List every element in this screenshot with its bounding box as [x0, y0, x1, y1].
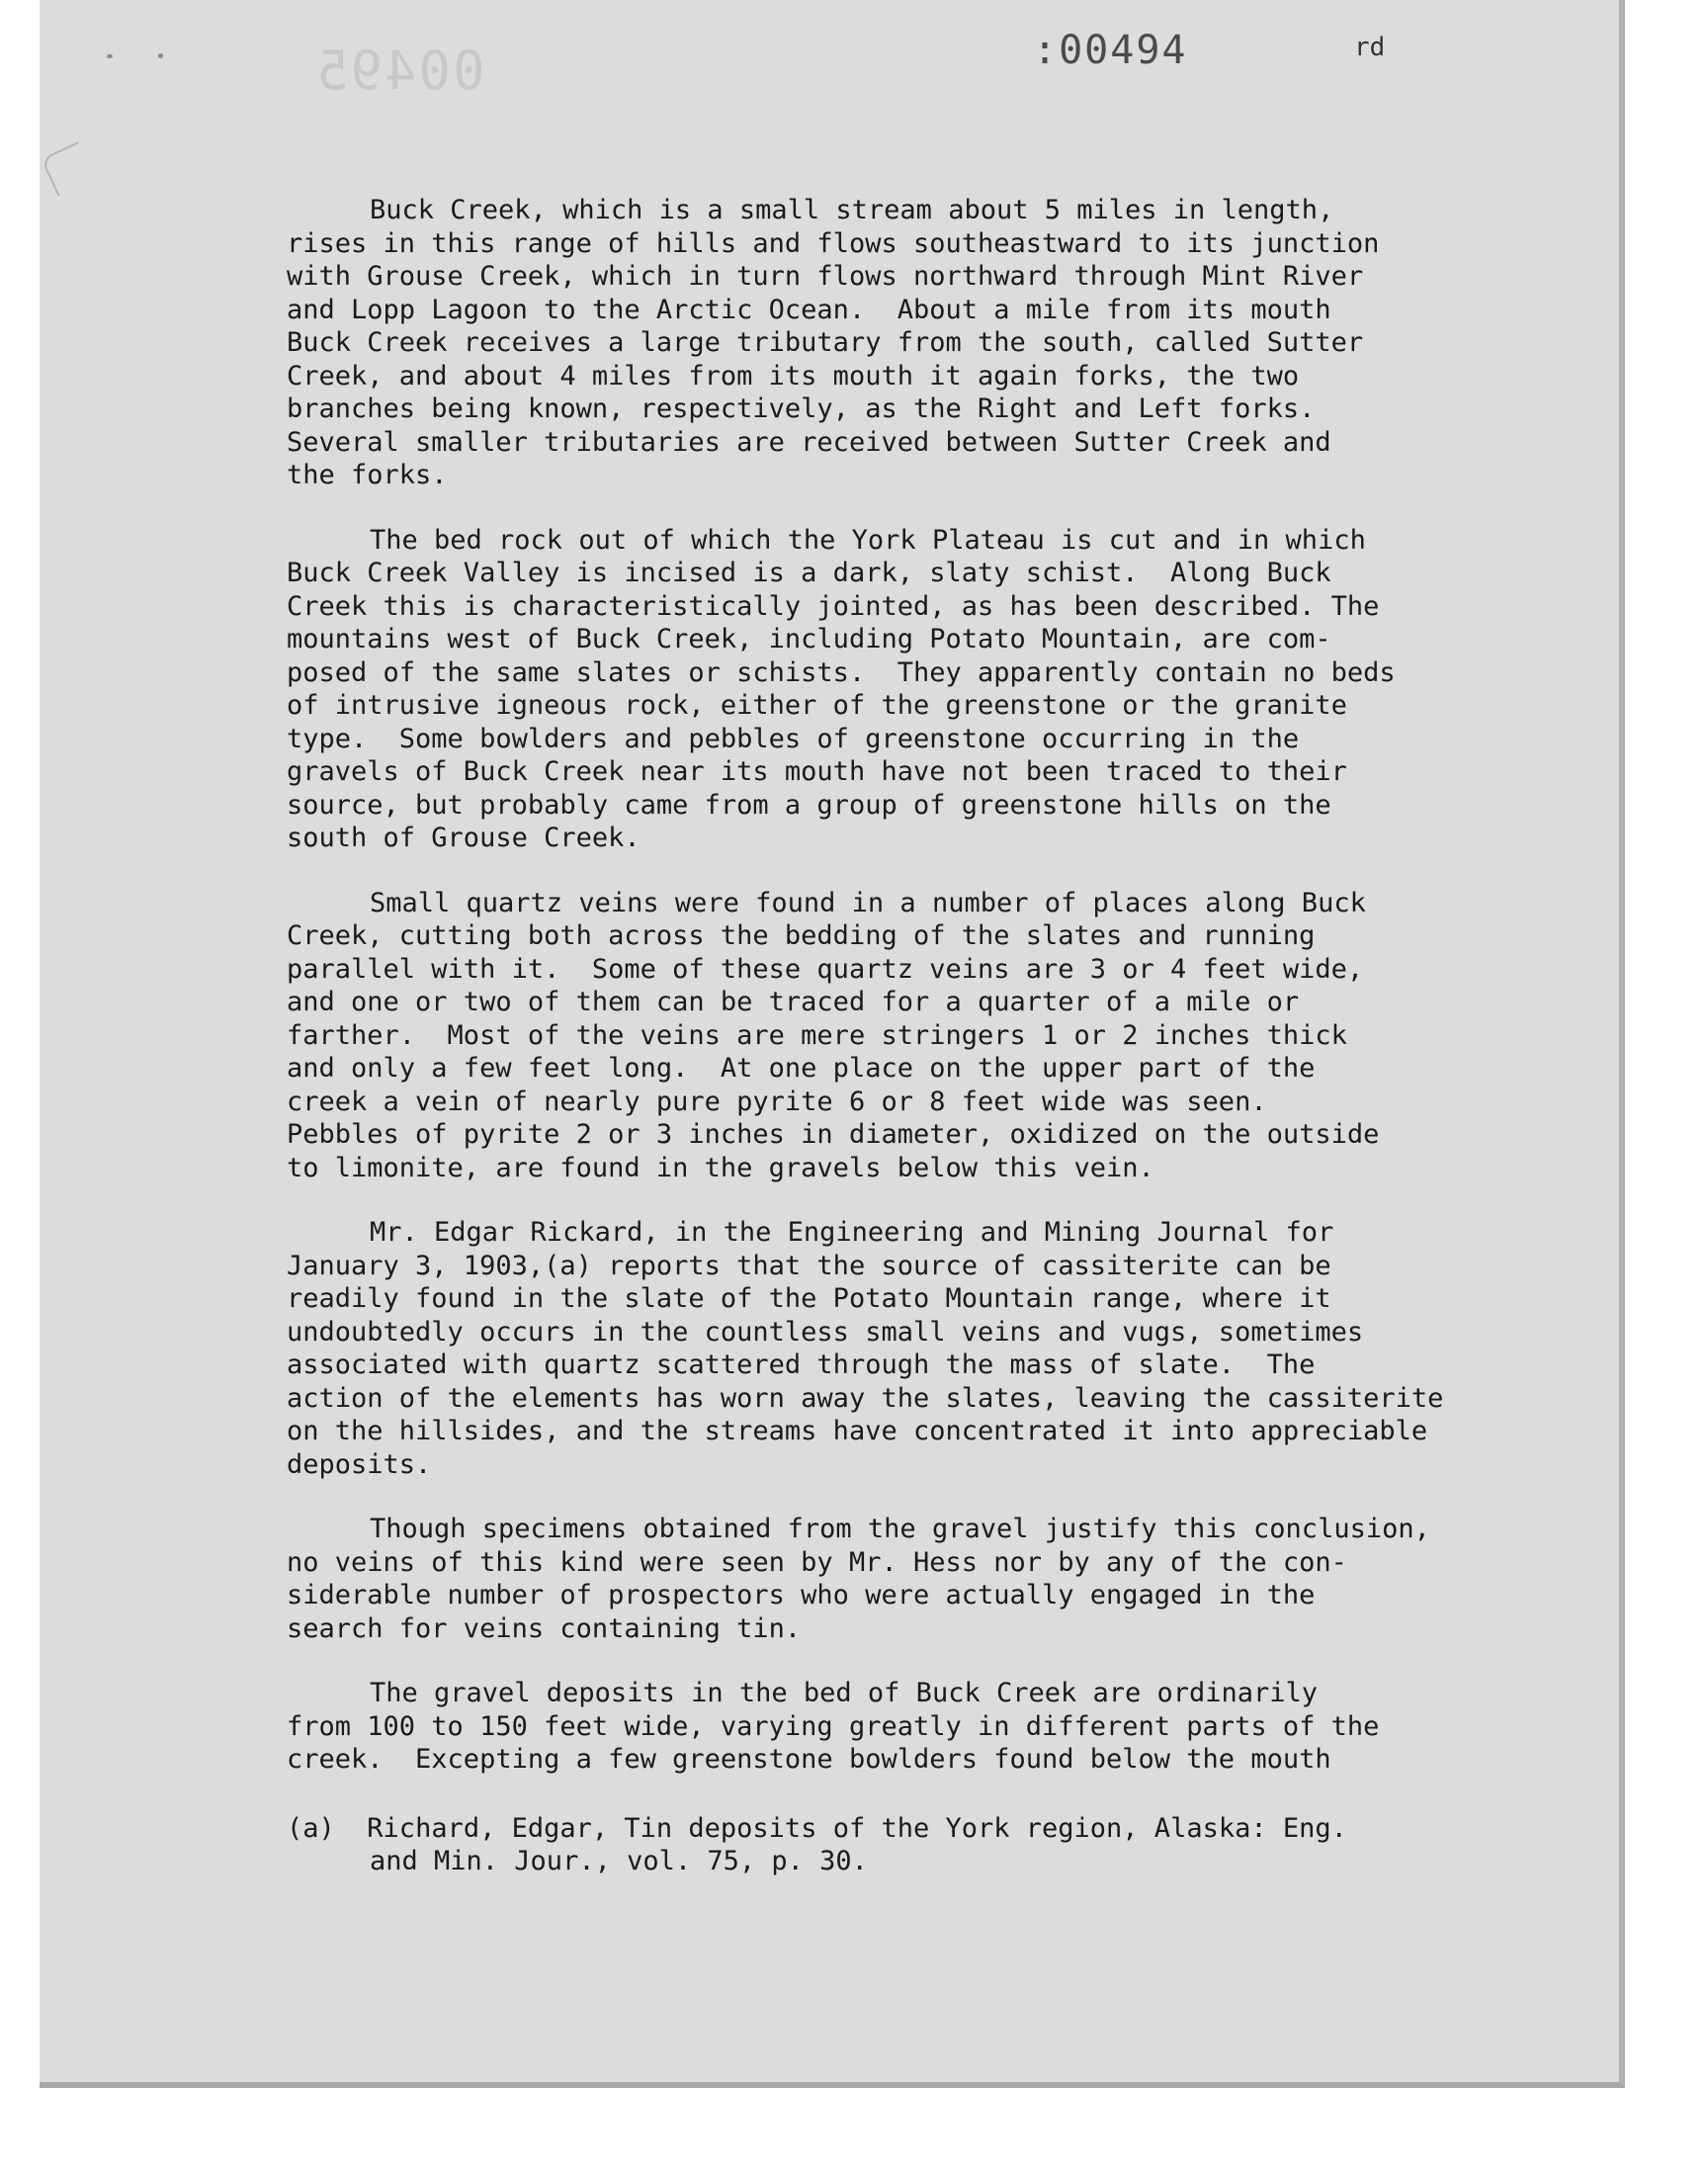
paragraph-6 [287, 1677, 1552, 1777]
paragraph-3 [287, 887, 1552, 1185]
paragraph-4 [287, 1216, 1552, 1481]
paragraph-1 [287, 194, 1552, 492]
paragraph-5 [287, 1513, 1552, 1645]
text-line: type. Some bowlders and pebbles of greenstone occurring in the [287, 723, 1300, 754]
text-line: posed of the same slates or schists. They apparently contain no beds [287, 656, 1396, 688]
text-line: Though specimens obtained from the gravel justify this conclusion, [370, 1514, 1430, 1544]
paper-crease-mark [41, 141, 96, 197]
text-line: undoubtedly occurs in the countless small veins and vugs, sometimes [287, 1316, 1364, 1348]
text-line: Mr. Edgar Rickard, in the Engineering and Mining Journal for [370, 1217, 1334, 1248]
text-line: branches being known, respectively, as the Right and Left forks. [287, 393, 1316, 424]
footnote-line-2: and Min. Jour., vol. 75, p. 30. [370, 1846, 868, 1876]
text-line: Small quartz veins were found in a number of places along Buck [370, 887, 1366, 918]
dust-speck [107, 54, 113, 58]
footnote-line-1 [287, 1812, 1552, 1846]
text-line: south of Grouse Creek. [287, 823, 640, 853]
text-line: The bed rock out of which the York Plateau is cut and in which [370, 524, 1366, 556]
text-line: readily found in the slate of the Potato Mountain range, where it [287, 1283, 1331, 1314]
text-line: action of the elements has worn away the slates, leaving the cassiterite [287, 1382, 1444, 1414]
text-line: farther. Most of the veins are mere stringers 1 or 2 inches thick [287, 1019, 1347, 1051]
footnote-marker: (a) [287, 1812, 335, 1844]
page-number-stamp: :00494 [1033, 28, 1188, 73]
text-line: Pebbles of pyrite 2 or 3 inches in diameter, oxidized on the outside [287, 1119, 1380, 1150]
text-line: source, but probably came from a group of greenstone hills on the [287, 789, 1331, 821]
paragraph-2 [287, 524, 1552, 855]
ghost-page-stamp: 00495 [314, 40, 485, 102]
document-body [287, 194, 1552, 1878]
text-line: Buck Creek, which is a small stream about 5 miles in length, [370, 195, 1334, 225]
text-line: no veins of this kind were seen by Mr. Hess nor by any of the con- [287, 1546, 1347, 1578]
text-line: Creek this is characteristically jointed, as has been described. The [287, 590, 1380, 622]
text-line: parallel with it. Some of these quartz veins are 3 or 4 feet wide, [287, 953, 1364, 985]
document-page [40, 0, 1625, 2088]
text-line: of intrusive igneous rock, either of the greenstone or the granite [287, 690, 1347, 721]
text-line: deposits. [287, 1448, 432, 1480]
text-line: on the hillsides, and the streams have concentrated it into appreciable [287, 1416, 1428, 1446]
footnote-text: Richard, Edgar, Tin deposits of the York region, Alaska: Eng. [367, 1812, 1347, 1844]
text-line: January 3, 1903,(a) reports that the source of cassiterite can be [287, 1250, 1331, 1281]
text-line: with Grouse Creek, which in turn flows northward through Mint River [287, 261, 1364, 292]
dust-speck [158, 53, 163, 58]
text-line: gravels of Buck Creek near its mouth have not been traced to their [287, 756, 1347, 787]
text-line: to limonite, are found in the gravels below this vein. [287, 1152, 1154, 1183]
text-line: The gravel deposits in the bed of Buck Creek are ordinarily [370, 1678, 1319, 1708]
text-line: search for veins containing tin. [287, 1612, 802, 1644]
text-line: Buck Creek receives a large tributary from the south, called Sutter [287, 327, 1364, 358]
text-line: mountains west of Buck Creek, including Potato Mountain, are com- [287, 624, 1331, 654]
text-line: rises in this range of hills and flows southeastward to its junction [287, 227, 1380, 259]
typist-initials: rd [1354, 33, 1386, 62]
text-line: and Lopp Lagoon to the Arctic Ocean. About a mile from its mouth [287, 294, 1331, 325]
text-line: from 100 to 150 feet wide, varying greatly in different parts of the [287, 1710, 1380, 1742]
text-line: siderable number of prospectors who were actually engaged in the [287, 1580, 1316, 1610]
text-line: creek a vein of nearly pure pyrite 6 or 8 feet wide was seen. [287, 1086, 1267, 1117]
text-line: creek. Excepting a few greenstone bowlders found below the mouth [287, 1744, 1331, 1775]
text-line: the forks. [287, 460, 448, 490]
text-line: Creek, cutting both across the bedding of the slates and running [287, 920, 1316, 951]
text-line: Buck Creek Valley is incised is a dark, slaty schist. Along Buck [287, 558, 1331, 588]
text-line: Several smaller tributaries are received between Sutter Creek and [287, 426, 1331, 458]
text-line: and only a few feet long. At one place on the upper part of the [287, 1053, 1316, 1084]
footnote [287, 1812, 1552, 1878]
text-line: Creek, and about 4 miles from its mouth it again forks, the two [287, 360, 1300, 392]
text-line: associated with quartz scattered through the mass of slate. The [287, 1349, 1316, 1380]
text-line: and one or two of them can be traced for a quarter of a mile or [287, 987, 1300, 1017]
